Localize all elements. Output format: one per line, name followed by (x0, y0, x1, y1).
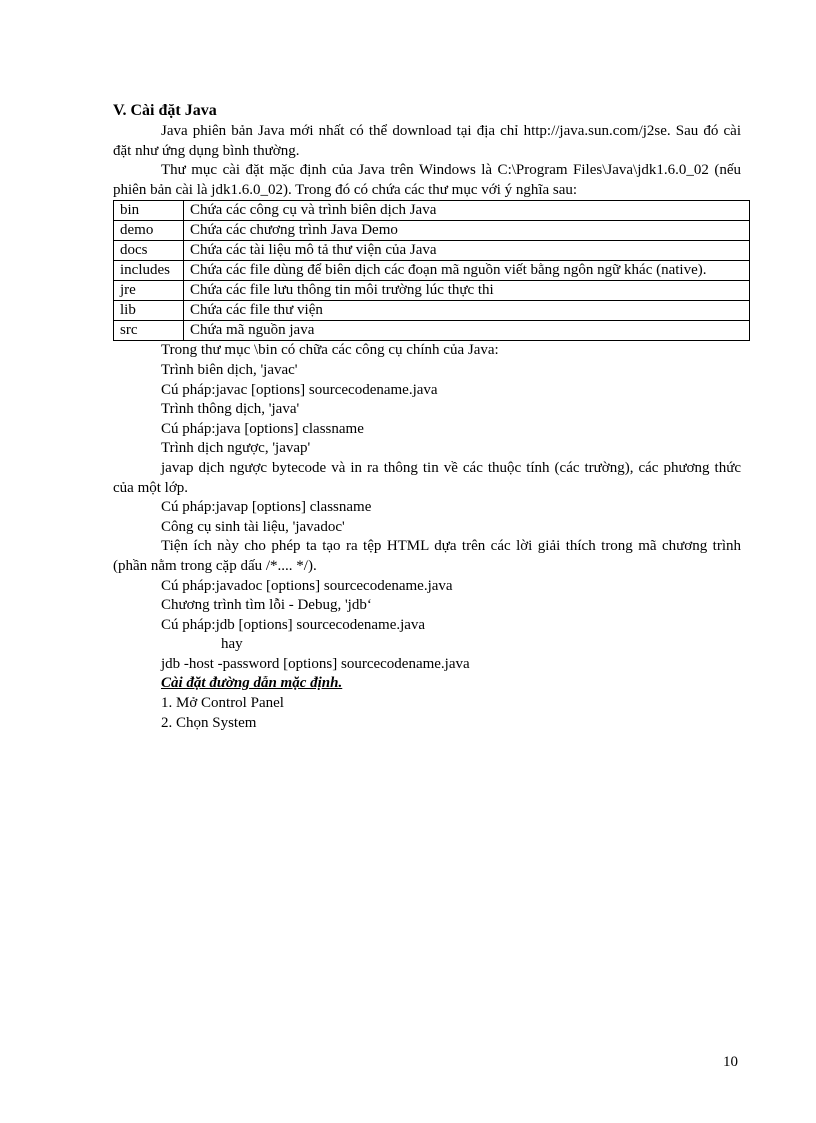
dir-name: src (114, 321, 184, 341)
javac-title: Trình biên dịch, 'javac' (161, 361, 298, 378)
dir-description: Chứa các chương trình Java Demo (184, 221, 750, 241)
dir-description: Chứa các tài liệu mô tả thư viện của Java (184, 241, 750, 261)
dir-name: bin (114, 201, 184, 221)
jdb-title: Chương trình tìm lỗi - Debug, 'jdb‘ (161, 597, 372, 614)
dir-name: docs (114, 241, 184, 261)
javap-title: Trình dịch ngược, 'javap' (161, 440, 311, 457)
table-row (114, 241, 750, 261)
dir-description: Chứa các file dùng để biên dịch các đoạn mã nguồn viết bằng ngôn ngữ khác (native). (184, 261, 750, 281)
dir-description: Chứa mã nguồn java (184, 321, 750, 341)
dir-name: lib (114, 301, 184, 321)
page-content (113, 100, 741, 733)
dir-name: includes (114, 261, 184, 281)
table-row (114, 201, 750, 221)
table-row (114, 261, 750, 281)
javadoc-title: Công cụ sinh tài liệu, 'javadoc' (161, 518, 345, 535)
intro-paragraph: Java phiên bản Java mới nhất có thể download tại địa chỉ http://java.sun.com/j2se. Sau đó cài đặt như ứng dụng bình thường. (113, 123, 741, 159)
directory-table (113, 200, 750, 341)
dir-name: demo (114, 221, 184, 241)
install-dir-paragraph: Thư mục cài đặt mặc định của Java trên Windows là C:\Program Files\Java\jdk1.6.0_02 (nếu phiên bản cài là jdk1.6.0_02). Trong đó có chứa các thư mục với ý nghĩa sau: (113, 162, 741, 198)
step-2: 2. Chọn System (161, 714, 257, 731)
default-path-subheading: Cài đặt đường dẫn mặc định. (161, 675, 343, 692)
dir-description: Chứa các công cụ và trình biên dịch Java (184, 201, 750, 221)
subheading-wrapper (113, 674, 741, 694)
dir-description: Chứa các file lưu thông tin môi trường lúc thực thi (184, 281, 750, 301)
table-row (114, 321, 750, 341)
javadoc-syntax: Cú pháp:javadoc [options] sourcecodename.java (161, 577, 453, 594)
table-row (114, 281, 750, 301)
java-title: Trình thông dịch, 'java' (161, 401, 300, 418)
step-1: 1. Mở Control Panel (161, 695, 284, 712)
jdb-syntax-alt: jdb -host -password [options] sourcecodename.java (161, 655, 470, 672)
table-row (114, 221, 750, 241)
javap-syntax: Cú pháp:javap [options] classname (161, 499, 372, 516)
dir-name: jre (114, 281, 184, 301)
javadoc-description: Tiện ích này cho phép ta tạo ra tệp HTML dựa trên các lời giải thích trong mã chương trình (phần nằm trong cặp dấu /*.... */). (113, 538, 741, 574)
java-syntax: Cú pháp:java [options] classname (161, 420, 364, 437)
tools-intro: Trong thư mục \bin có chữa các công cụ chính của Java: (161, 342, 499, 359)
javac-syntax: Cú pháp:javac [options] sourcecodename.java (161, 381, 438, 398)
jdb-syntax: Cú pháp:jdb [options] sourcecodename.java (161, 616, 426, 633)
table-row (114, 301, 750, 321)
javap-description: javap dịch ngược bytecode và in ra thông tin về các thuộc tính (các trường), các phương thức của một lớp. (113, 459, 741, 496)
or-word: hay (221, 636, 243, 653)
dir-description: Chứa các file thư viện (184, 301, 750, 321)
page-number: 10 (723, 1054, 738, 1070)
section-title: V. Cài đặt Java (113, 102, 217, 119)
